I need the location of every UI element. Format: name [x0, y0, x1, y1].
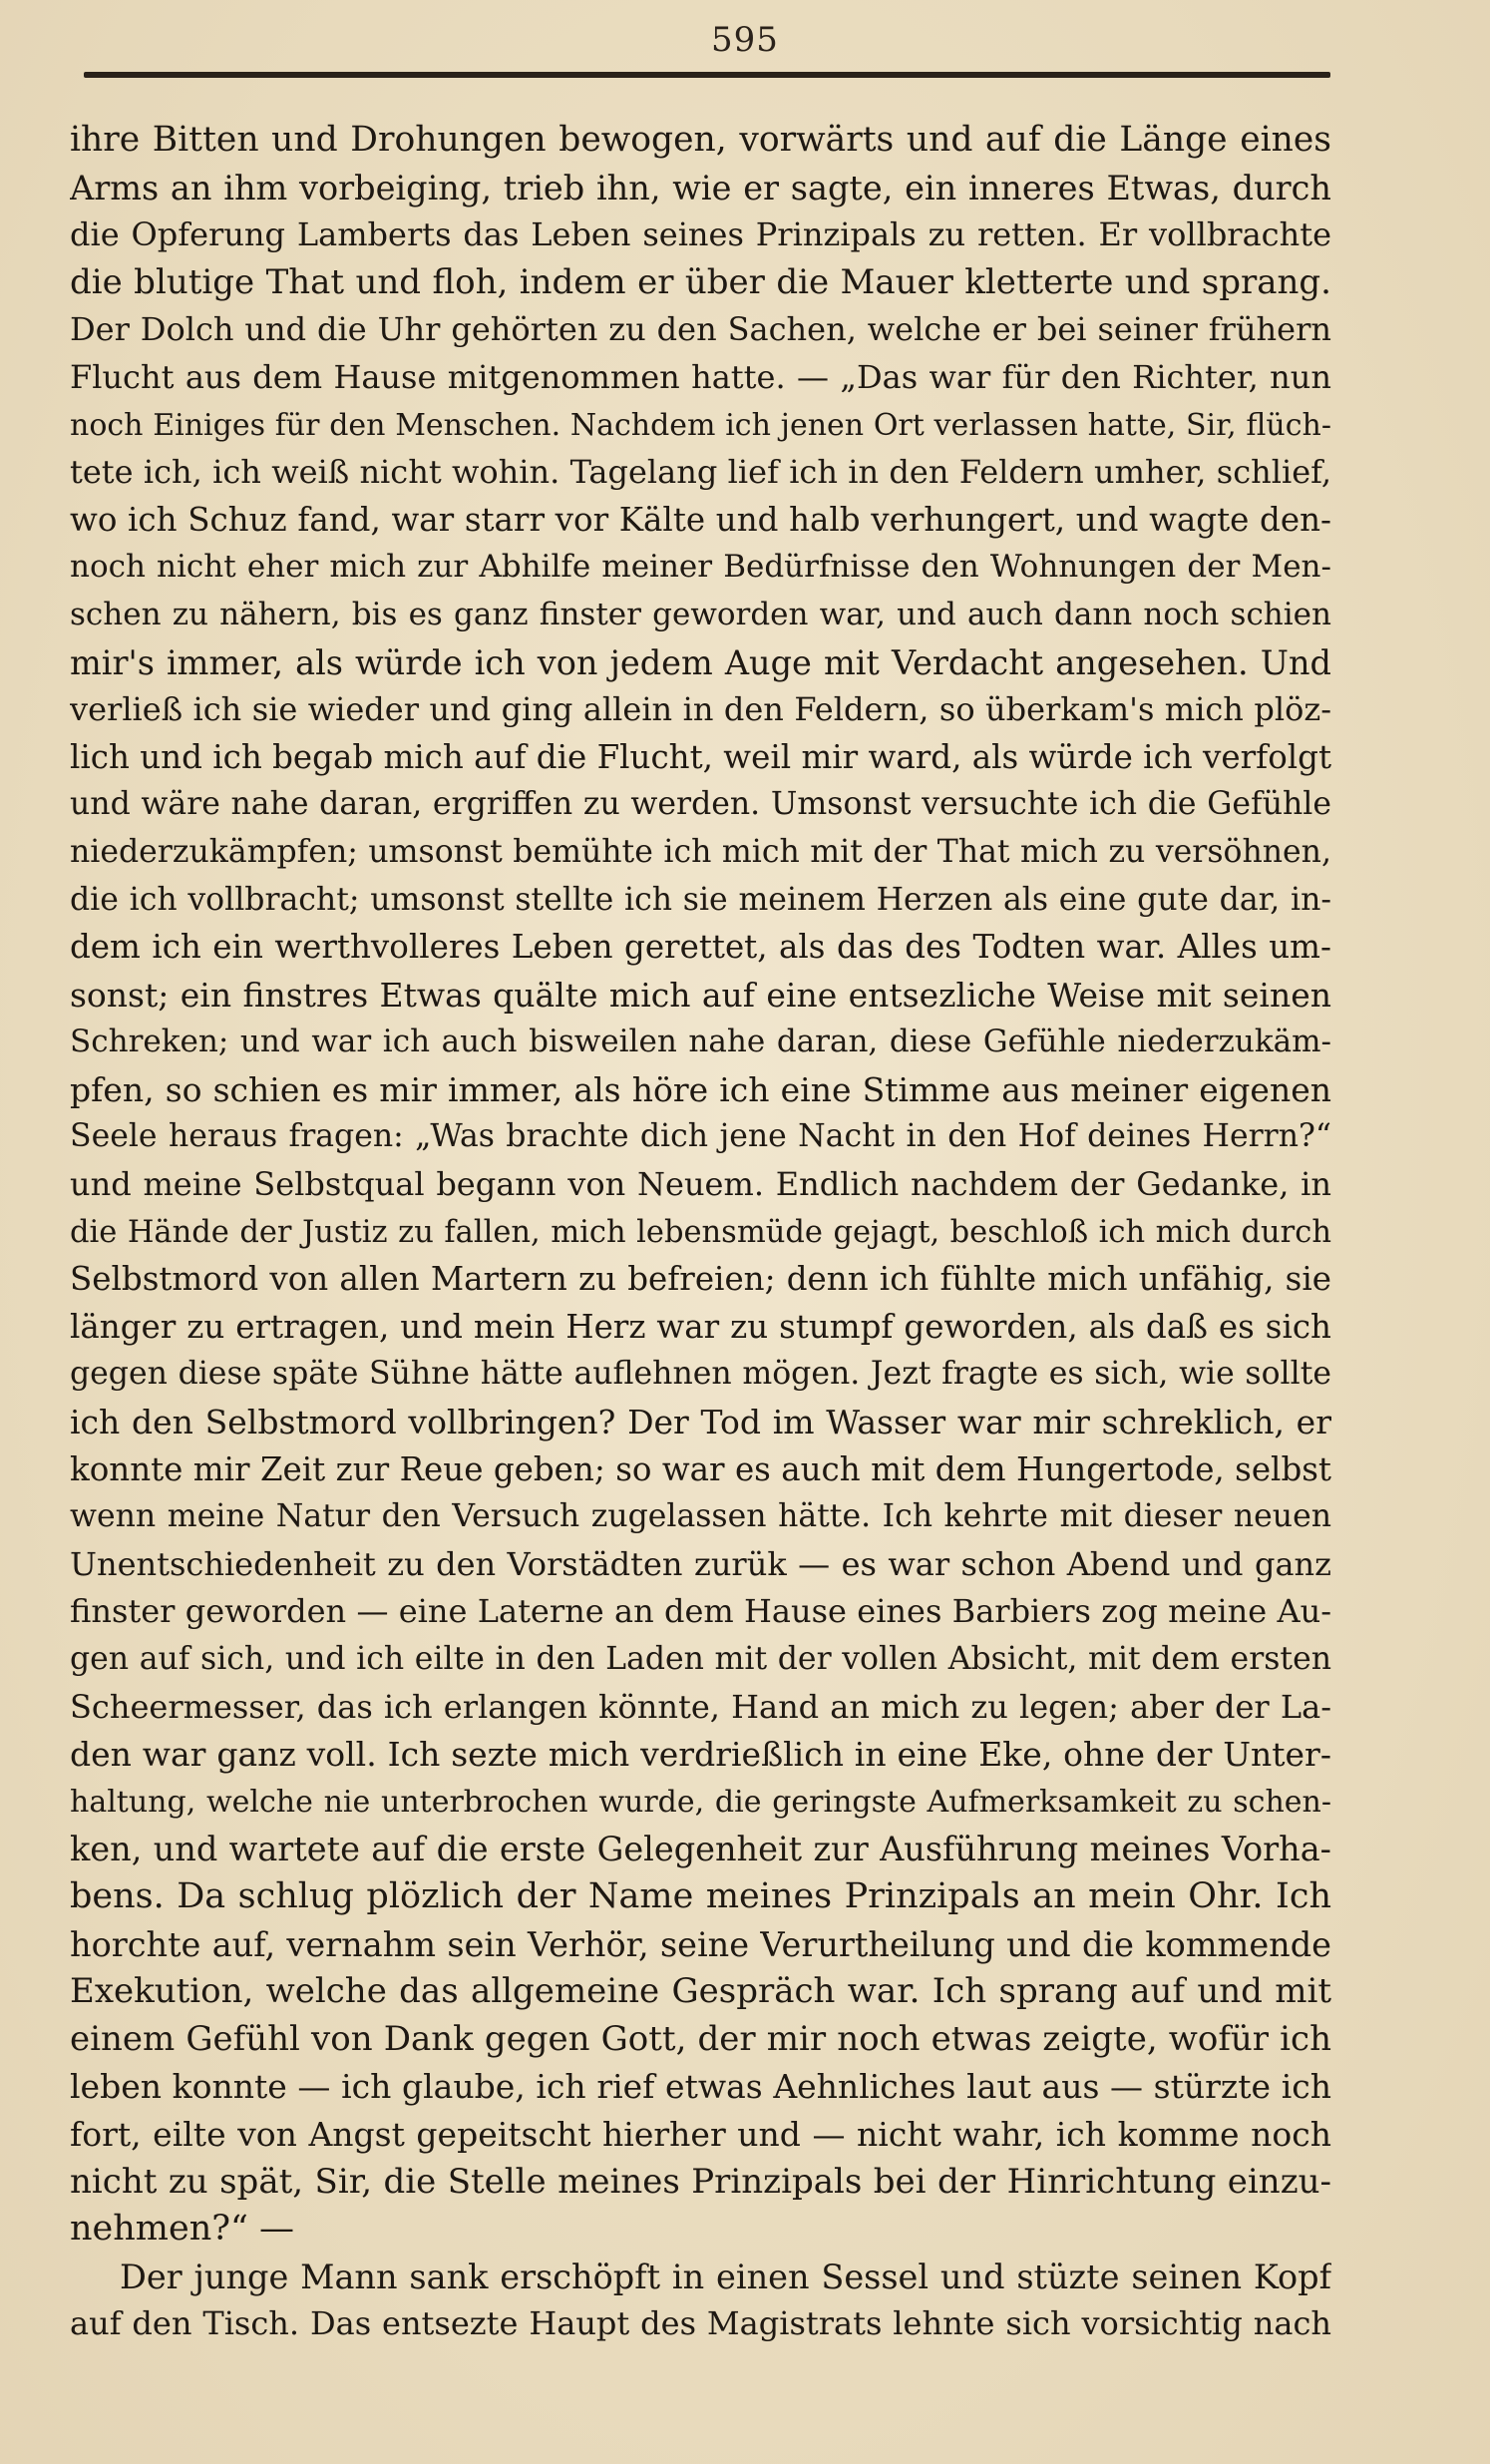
text-line: wenn meine Natur den Versuch zugelassen hätte. Ich kehrte mit dieser neuen [70, 1498, 1331, 1535]
text-line: konnte mir Zeit zur Reue geben; so war es auch mit dem Hungertode, selbst [70, 1449, 1331, 1488]
text-line: gen auf sich, und ich eilte in den Laden mit der vollen Absicht, mit dem ersten [70, 1641, 1331, 1677]
text-line: Der Dolch und die Uhr gehörten zu den Sachen, welche er bei seiner frühern [70, 310, 1331, 349]
text-line: die Opferung Lamberts das Leben seines Prinzipals zu retten. Er vollbrachte [70, 215, 1331, 254]
page-number: 595 [711, 20, 779, 60]
text-line: pfen, so schien es mir immer, als höre ich eine Stimme aus meiner eigenen [70, 1069, 1331, 1109]
text-line: niederzukämpfen; umsonst bemühte ich mich mit der That mich zu versöhnen, [70, 833, 1331, 870]
text-line: bens. Da schlug plözlich der Name meines Prinzipals an mein Ohr. Ich [70, 1875, 1331, 1916]
text-line: länger zu ertragen, und mein Herz war zu stumpf geworden, als daß es sich [70, 1307, 1331, 1346]
text-line: Seele heraus fragen: „Was brachte dich jene Nacht in den Hof deines Herrn?“ [70, 1118, 1331, 1155]
text-line: gegen diese späte Sühne hätte auflehnen mögen. Jezt fragte es sich, wie sollte [70, 1356, 1331, 1393]
text-line: und meine Selbstqual begann von Neuem. Endlich nachdem der Gedanke, in [70, 1165, 1331, 1204]
text-line: die ich vollbracht; umsonst stellte ich sie meinem Herzen als eine gute dar, in- [70, 881, 1331, 918]
text-line: leben konnte — ich glaube, ich rief etwas Aehnliches laut aus — stürzte ich [70, 2067, 1331, 2107]
text-line: Selbstmord von allen Martern zu befreien; denn ich fühlte mich unfähig, sie [70, 1260, 1331, 1299]
text-line: finster geworden — eine Laterne an dem Hause eines Barbiers zog meine Au- [70, 1592, 1331, 1631]
paragraph-end-line: nehmen?“ — [70, 2209, 295, 2250]
text-line: horchte auf, vernahm sein Verhör, seine Verurtheilung und die kommende [70, 1924, 1331, 1964]
text-line: nicht zu spät, Sir, die Stelle meines Prinzipals bei der Hinrichtung einzu- [70, 2161, 1331, 2202]
text-line: auf den Tisch. Das entsezte Haupt des Magistrats lehnte sich vorsichtig nach [70, 2304, 1331, 2343]
text-line: ich den Selbstmord vollbringen? Der Tod im Wasser war mir schreklich, er [70, 1403, 1331, 1442]
text-line: den war ganz voll. Ich sezte mich verdrießlich in eine Eke, ohne der Unter- [70, 1735, 1331, 1775]
text-line: Unentschiedenheit zu den Vorstädten zurük — es war schon Abend und ganz [70, 1544, 1331, 1583]
body-text [70, 117, 1331, 2348]
text-line: die blutige That und floh, indem er über die Mauer kletterte und sprang. [70, 261, 1331, 302]
text-line: haltung, welche nie unterbrochen wurde, die geringste Aufmerksamkeit zu schen- [70, 1784, 1331, 1820]
text-line: Flucht aus dem Hause mitgenommen hatte. — „Das war für den Richter, nun [70, 357, 1331, 396]
text-line: wo ich Schuz fand, war starr vor Kälte und halb verhungert, und wagte den- [70, 500, 1331, 539]
text-line: fort, eilte von Angst gepeitscht hierher und — nicht wahr, ich komme noch [70, 2114, 1331, 2154]
paragraph-start-line: Der junge Mann sank erschöpft in einen Sessel und stüzte seinen Kopf [120, 2257, 1331, 2296]
text-line: ken, und wartete auf die erste Gelegenheit zur Ausführung meines Vorha- [70, 1830, 1331, 1869]
text-line: ihre Bitten und Drohungen bewogen, vorwärts und auf die Länge eines [70, 120, 1331, 160]
text-line: Scheermesser, das ich erlangen könnte, Hand an mich zu legen; aber der La- [70, 1687, 1331, 1726]
text-line: sonst; ein finstres Etwas quälte mich auf eine entsezliche Weise mit seinen [70, 975, 1331, 1015]
text-line: und wäre nahe daran, ergriffen zu werden. Umsonst versuchte ich die Gefühle [70, 786, 1331, 823]
text-line: Schreken; und war ich auch bisweilen nahe daran, diese Gefühle niederzukäm- [70, 1024, 1331, 1060]
text-line: mir's immer, als würde ich von jedem Auge mit Verdacht angesehen. Und [70, 642, 1331, 682]
text-line: verließ ich sie wieder und ging allein in den Feldern, so überkam's mich plöz- [70, 690, 1331, 729]
header-rule [84, 72, 1330, 78]
text-line: dem ich ein werthvolleres Leben gerettet, als das des Todten war. Alles um- [70, 928, 1331, 967]
text-line: noch nicht eher mich zur Abhilfe meiner Bedürfnisse den Wohnungen der Men- [70, 549, 1331, 586]
text-line: lich und ich begab mich auf die Flucht, weil mir ward, als würde ich verfolgt [70, 737, 1331, 776]
text-line: einem Gefühl von Dank gegen Gott, der mir noch etwas zeigte, wofür ich [70, 2018, 1331, 2059]
text-line: tete ich, ich weiß nicht wohin. Tagelang lief ich in den Feldern umher, schlief, [70, 453, 1331, 492]
text-line: Arms an ihm vorbeiging, trieb ihn, wie er sagte, ein inneres Etwas, durch [70, 168, 1331, 207]
text-line: die Hände der Justiz zu fallen, mich lebensmüde gejagt, beschloß ich mich durch [70, 1214, 1331, 1250]
text-line: Exekution, welche das allgemeine Gespräch war. Ich sprang auf und mit [70, 1971, 1331, 2012]
text-line: noch Einiges für den Menschen. Nachdem ich jenen Ort verlassen hatte, Sir, flüch- [70, 407, 1331, 443]
text-line: schen zu nähern, bis es ganz finster geworden war, und auch dann noch schien [70, 596, 1331, 632]
